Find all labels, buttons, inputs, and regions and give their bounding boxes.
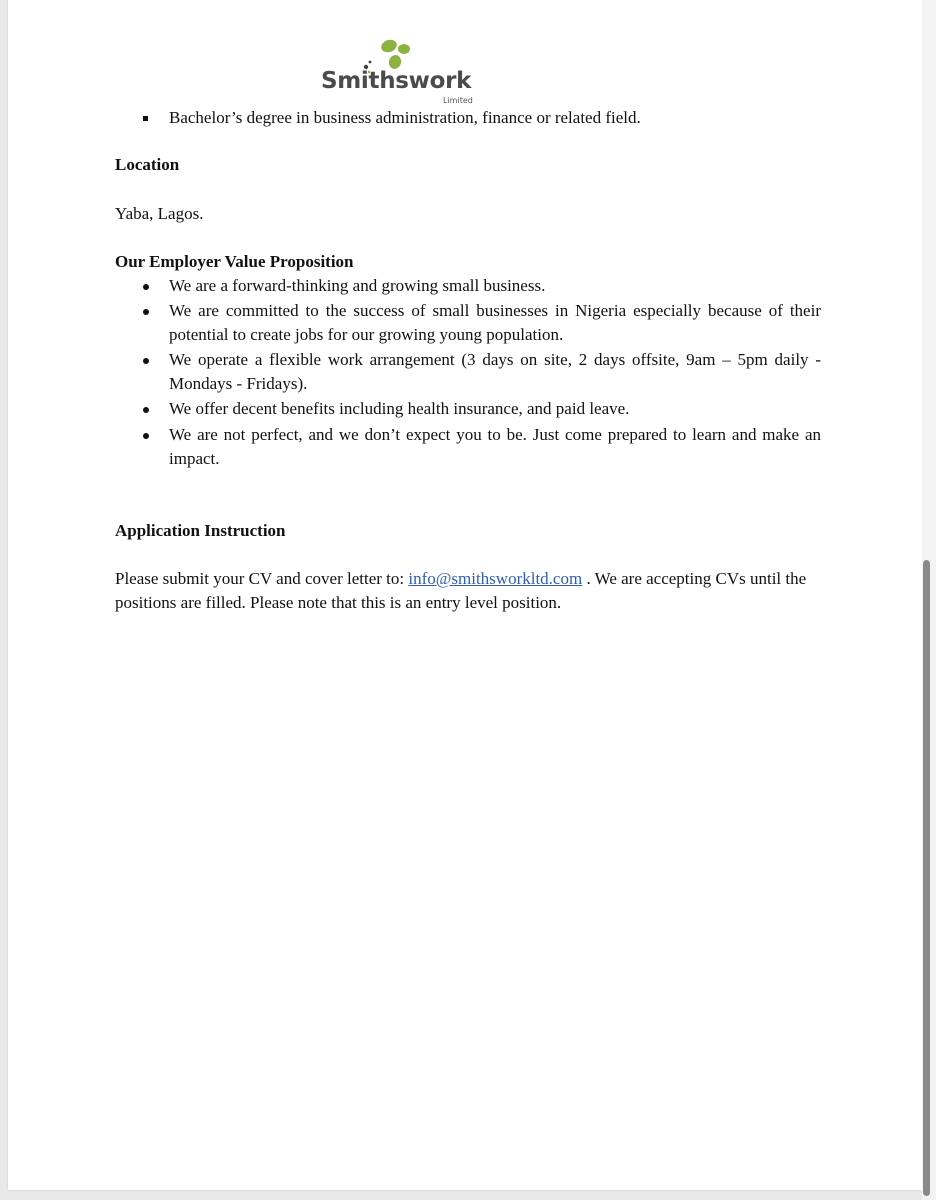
logo-subtitle: Limited (443, 96, 473, 105)
dot-bullet-icon (143, 309, 149, 315)
email-link[interactable]: info@smithsworkltd.com (408, 569, 583, 588)
evp-item: We offer decent benefits including health insurance, and paid leave. (169, 399, 630, 418)
location-heading: Location (115, 155, 180, 174)
dot-bullet-icon (143, 433, 149, 439)
evp-item: We are not perfect, and we don’t expect you to be. Just come prepared to learn and make an impact. (169, 425, 821, 468)
dot-bullet-icon (143, 407, 149, 413)
application-heading: Application Instruction (115, 521, 286, 540)
dot-bullet-icon (143, 358, 149, 364)
requirement-item: Bachelor’s degree in business administration, finance or related field. (169, 108, 641, 127)
evp-item: We operate a flexible work arrangement (3 days on site, 2 days offsite, 9am – 5pm daily - Mondays - Fridays). (169, 350, 821, 393)
location-value: Yaba, Lagos. (115, 204, 204, 223)
dot-bullet-icon (143, 284, 149, 290)
company-logo (312, 36, 482, 108)
evp-item: We are a forward-thinking and growing small business. (169, 276, 546, 295)
application-paragraph (115, 567, 821, 615)
application-text-after: . We are accepting CVs until the positions are filled. Please note that this is an entry level position. (115, 569, 807, 612)
scrollbar-thumb[interactable] (923, 560, 930, 1196)
logo-wordmark: Smithswork (321, 68, 472, 94)
square-bullet-icon (143, 116, 148, 121)
evp-item: We are committed to the success of small businesses in Nigeria especially because of their potential to create jobs for our growing young population. (169, 301, 821, 344)
application-text-before: Please submit your CV and cover letter to: (115, 569, 409, 588)
evp-heading: Our Employer Value Proposition (115, 252, 354, 271)
